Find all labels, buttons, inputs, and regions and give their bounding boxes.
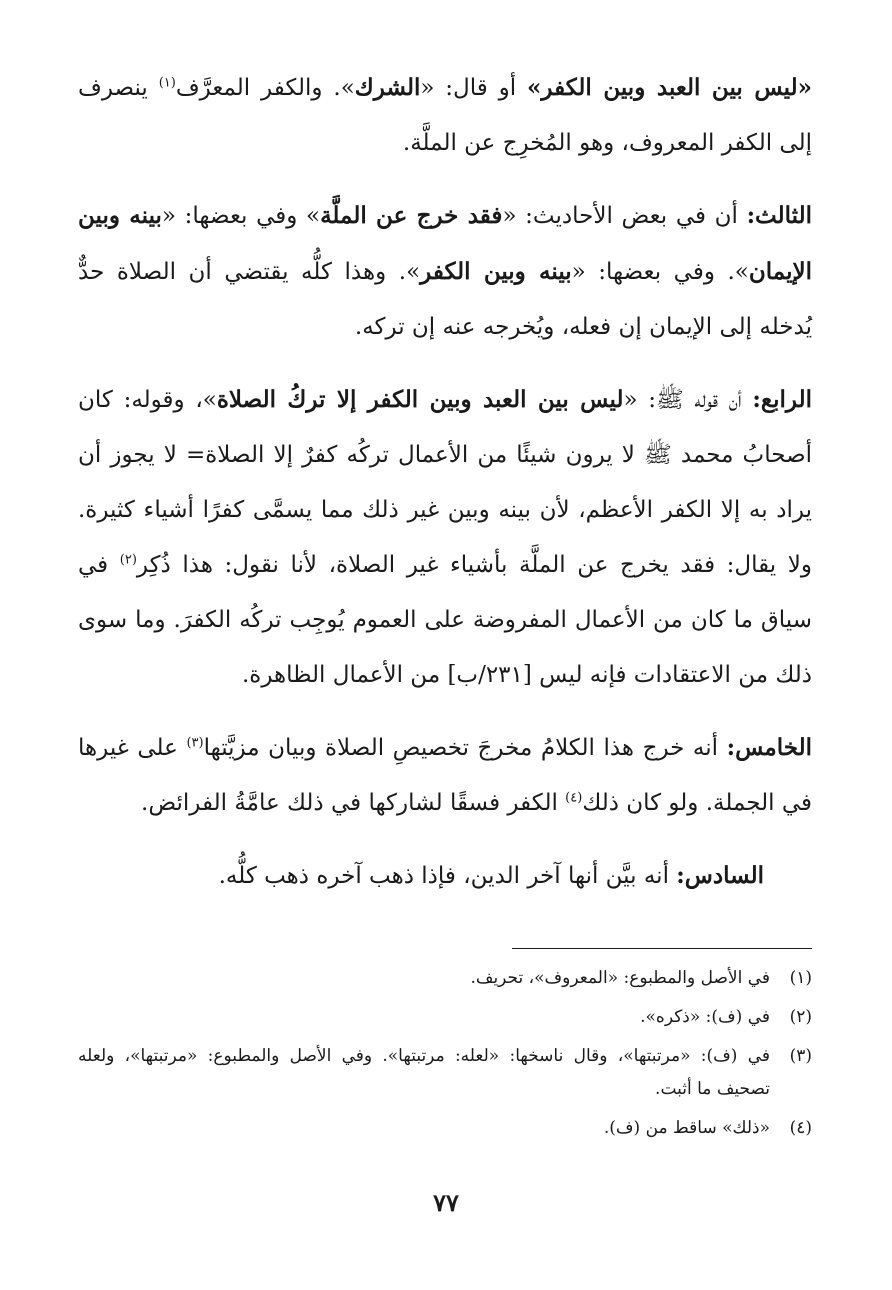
quoted-hadith-text: بينه وبين الكفر (420, 258, 572, 285)
paragraph-heading: الرابع: (752, 386, 812, 413)
paragraph (78, 720, 812, 831)
footnote-number: (١) (789, 968, 812, 988)
main-text (78, 60, 812, 921)
paragraph (78, 372, 812, 703)
paragraph-text: ». والكفر المعرَّف (175, 75, 355, 101)
page-number: ٧٧ (433, 1188, 459, 1217)
footnotes (78, 962, 812, 1151)
footnote-separator (512, 948, 812, 949)
quoted-hadith-text: فقد خرج عن الملَّة (320, 202, 503, 229)
paragraph-text: ». وهذا كلُّه يقتضي أن الصلاة حدٌّ يُدخله إلى الإيمان إن فعله، ويُخرجه عنه إن تركه. (78, 259, 812, 340)
paragraph-text: أن قوله ﷺ: « (623, 387, 753, 413)
paragraph-text: أن في بعض الأحاديث: « (502, 203, 747, 229)
paragraph-heading: السادس: (676, 862, 764, 889)
paragraph-heading: الخامس: (726, 734, 812, 761)
footnote-marker: (٢) (119, 552, 137, 568)
footnote-text: «ذلك» ساقط من (ف). (603, 1118, 770, 1138)
footnote-number: (٣) (789, 1046, 812, 1066)
paragraph-heading: الثالث: (746, 202, 812, 229)
quoted-hadith-text: الشرك (354, 74, 421, 101)
footnote-text: في (ف): «ذكره». (640, 1007, 770, 1027)
footnote-marker: (٤) (565, 790, 583, 806)
paragraph-text: أنه خرج هذا الكلامُ مخرجَ تخصيصِ الصلاة وبيان مزيَّتها (203, 735, 727, 761)
paragraph (78, 60, 812, 171)
footnote-text: في الأصل والمطبوع: «المعروف»، تحريف. (470, 968, 770, 988)
footnote-number: (٢) (789, 1007, 812, 1027)
footnote-marker: (٣) (186, 735, 204, 751)
paragraph (78, 188, 812, 355)
paragraph-text: ». وفي بعضها: « (571, 259, 749, 285)
footnote (78, 1112, 812, 1145)
footnote-marker: (١) (158, 75, 176, 91)
paragraph-text: أنه بيَّن أنها آخر الدين، فإذا ذهب آخره ذهب كلُّه. (218, 863, 677, 889)
paragraph-text: في سياق ما كان من الأعمال المفروضة على العموم يُوجِب تركُه الكفرَ. وما سوى ذلك من الاعتقادات فإنه ليس [٢٣١/ب] من الأعمال الظاهرة. (78, 552, 812, 688)
quoted-hadith-text: ليس بين العبد وبين الكفر إلا تركُ الصلاة (216, 386, 624, 413)
footnote-number: (٤) (789, 1118, 812, 1138)
quoted-hadith-text: «ليس بين العبد وبين الكفر» (527, 74, 812, 101)
paragraph-text: »، وقوله: كان أصحابُ محمد ﷺ لا يرون شيئًا من الأعمال تركُه كفرٌ إلا الصلاة= لا يجوز أن يراد به إلا الكفر الأعظم، لأن بينه وبين غير ذلك مما يسمَّى كفرًا أشياء كثيرة. ولا يقال: فقد يخرج عن الملَّة بأشياء غير الصلاة، لأنا نقول: هذا ذُكِر (78, 387, 812, 578)
footnote (78, 1040, 812, 1106)
quoted-hadith-text: بينه وبين الإيمان (78, 202, 812, 285)
paragraph-text: أو قال: « (420, 75, 527, 101)
footnote-text: في (ف): «مرتبتها»، وقال ناسخها: «لعله: مرتبتها». وفي الأصل والمطبوع: «مرتبتها»، ولعله تصحيف ما أثبت. (78, 1046, 770, 1099)
paragraph-text: على غيرها في الجملة. ولو كان ذلك (78, 735, 812, 816)
paragraph-text: الكفر فسقًا لشاركها في ذلك عامَّةُ الفرائض. (141, 790, 566, 816)
paragraph-text: ينصرف إلى الكفر المعروف، وهو المُخرِج عن الملَّة. (78, 75, 812, 156)
paragraph (78, 848, 812, 904)
paragraph-text: » وفي بعضها: « (161, 203, 321, 229)
footnote (78, 1001, 812, 1034)
footnote (78, 962, 812, 995)
